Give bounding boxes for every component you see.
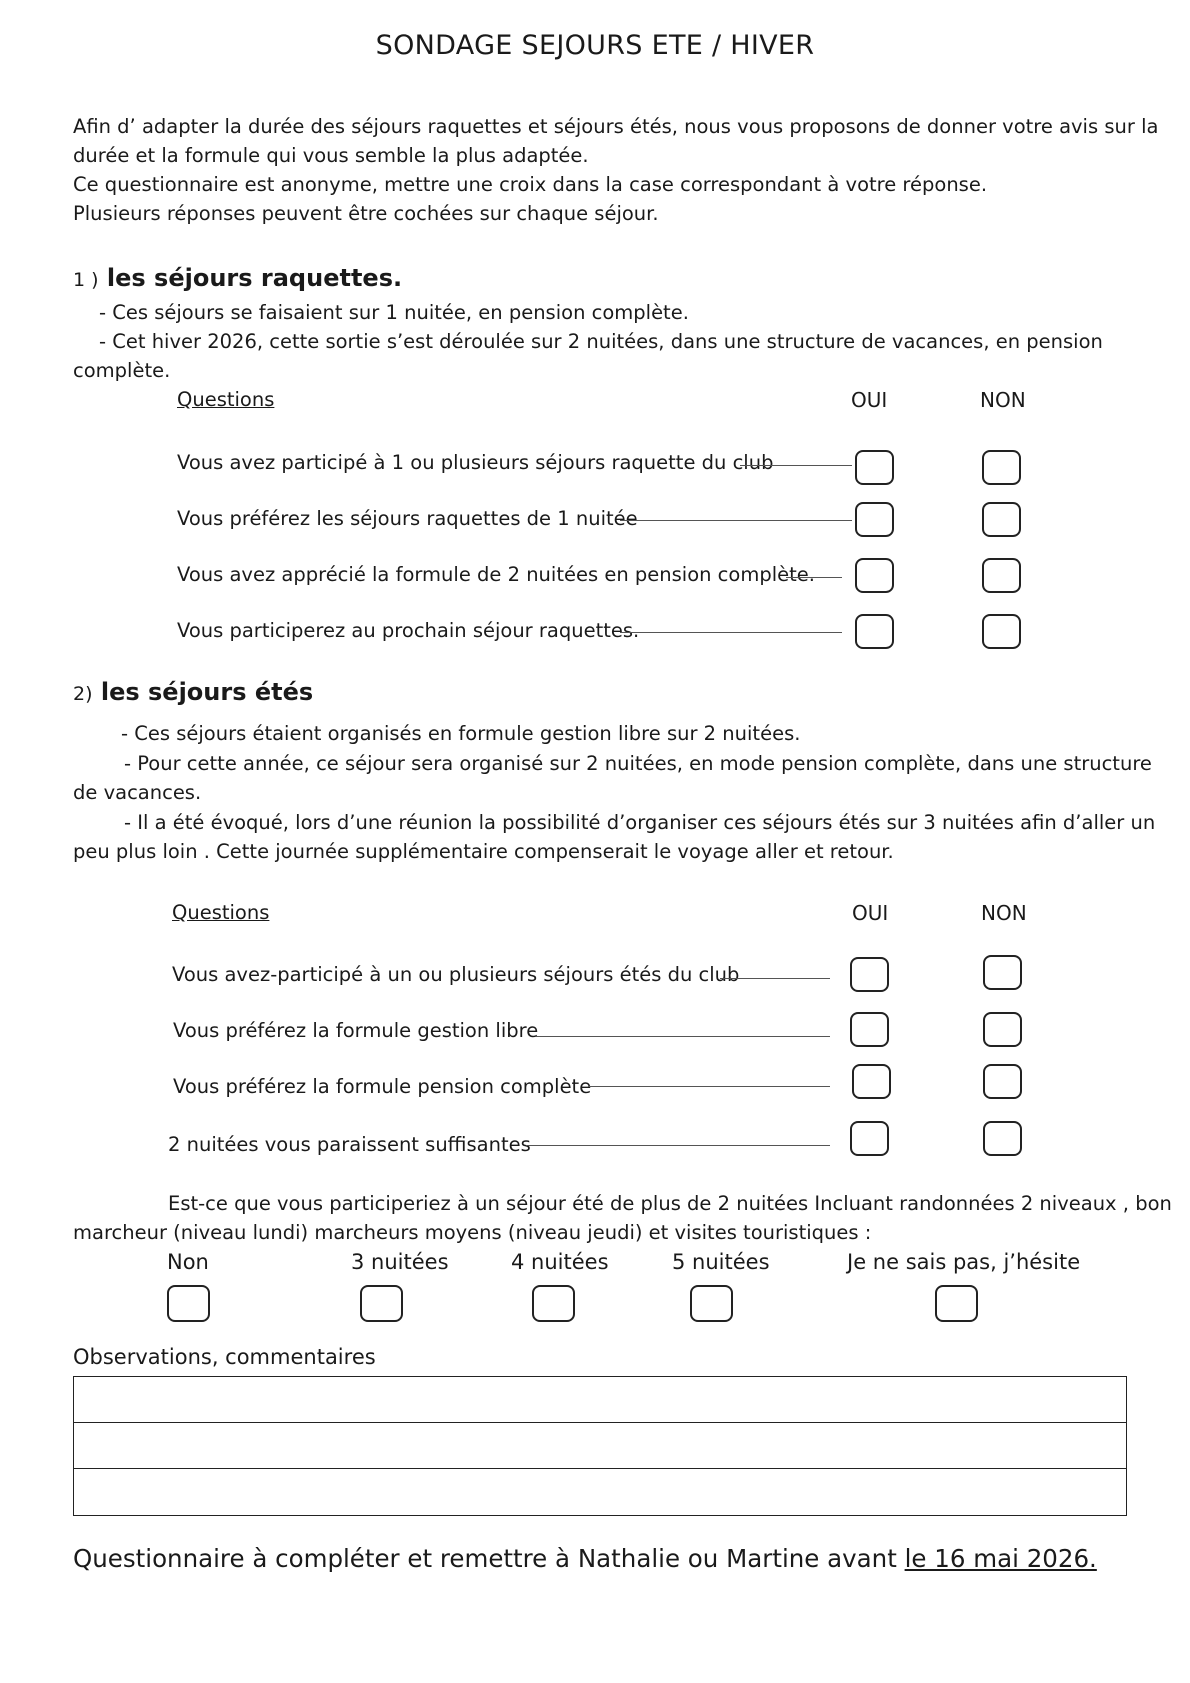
section2-question-2: Vous préférez la formule gestion libre (173, 1019, 539, 1042)
intro-line-4: Plusieurs réponses peuvent être cochées sur chaque séjour. (73, 202, 659, 225)
section1-q4-oui-checkbox[interactable] (855, 614, 894, 649)
extra-question-line-2: marcheur (niveau lundi) marcheurs moyens (niveau jeudi) et visites touristiques : (73, 1221, 872, 1244)
option-4-nuitees-checkbox[interactable] (532, 1285, 575, 1322)
leader-line (620, 632, 842, 633)
section1-bullet-1: - Ces séjours se faisaient sur 1 nuitée, en pension complète. (99, 301, 689, 324)
option-3-nuitees-checkbox[interactable] (360, 1285, 403, 1322)
section1-bullet-2-cont: complète. (73, 359, 171, 382)
section2-question-4: 2 nuitées vous paraissent suffisantes (168, 1133, 531, 1156)
section1-question-1: Vous avez participé à 1 ou plusieurs séjours raquette du club (177, 451, 774, 474)
section1-q1-oui-checkbox[interactable] (855, 450, 894, 485)
footer-deadline: le 16 mai 2026. (904, 1544, 1097, 1573)
observations-line-1[interactable] (74, 1377, 1126, 1423)
section2-number: 2) (73, 683, 93, 705)
section1-q2-oui-checkbox[interactable] (855, 502, 894, 537)
section1-bullet-2: - Cet hiver 2026, cette sortie s’est déroulée sur 2 nuitées, dans une structure de vacances, en pension (99, 330, 1103, 353)
extra-question-line-1: Est-ce que vous participeriez à un séjour été de plus de 2 nuitées Incluant randonnées 2 niveaux , bon (168, 1192, 1172, 1215)
section2-q3-non-checkbox[interactable] (983, 1064, 1022, 1099)
leader-line (786, 577, 842, 578)
section2-questions-header: Questions (172, 901, 270, 924)
page-title: SONDAGE SEJOURS ETE / HIVER (375, 30, 815, 61)
intro-line-1: Afin d’ adapter la durée des séjours raquettes et séjours étés, nous vous proposons de donner votre avis sur la (73, 115, 1159, 138)
section2-q1-oui-checkbox[interactable] (850, 957, 889, 992)
section1-q3-non-checkbox[interactable] (982, 558, 1021, 593)
option-label-4-nuitees: 4 nuitées (511, 1250, 609, 1274)
section1-q4-non-checkbox[interactable] (982, 614, 1021, 649)
observations-line-2[interactable] (74, 1423, 1126, 1469)
observations-box (73, 1376, 1127, 1516)
leader-line (536, 1036, 830, 1037)
section1-number: 1 ) (73, 269, 99, 291)
section2-q2-oui-checkbox[interactable] (850, 1012, 889, 1047)
leader-line (526, 1145, 830, 1146)
section2-bullet-2-cont: de vacances. (73, 781, 202, 804)
section1-question-3: Vous avez apprécié la formule de 2 nuitées en pension complète. (177, 563, 815, 586)
section2-bullet-3-cont: peu plus loin . Cette journée supplémentaire compenserait le voyage aller et retour. (73, 840, 894, 863)
option-label-3-nuitees: 3 nuitées (351, 1250, 449, 1274)
option-label-non: Non (167, 1250, 209, 1274)
section2-question-1: Vous avez-participé à un ou plusieurs séjours étés du club (172, 963, 740, 986)
section1-title: les séjours raquettes. (106, 264, 403, 292)
option-5-nuitees-checkbox[interactable] (690, 1285, 733, 1322)
section2-title: les séjours étés (100, 678, 314, 706)
section1-question-2: Vous préférez les séjours raquettes de 1 nuitée (177, 507, 638, 530)
leader-line (620, 520, 852, 521)
leader-line (740, 465, 852, 466)
section1-col-non: NON (980, 388, 1026, 412)
section2-col-non: NON (981, 901, 1027, 925)
section1-q1-non-checkbox[interactable] (982, 450, 1021, 485)
observations-line-3[interactable] (74, 1469, 1126, 1514)
section1-q2-non-checkbox[interactable] (982, 502, 1021, 537)
option-label-5-nuitees: 5 nuitées (672, 1250, 770, 1274)
footer-text: Questionnaire à compléter et remettre à Nathalie ou Martine avant (73, 1544, 905, 1573)
option-label-je-ne-sais-pas: Je ne sais pas, j’hésite (847, 1250, 1081, 1274)
section2-col-oui: OUI (852, 901, 889, 925)
section2-q1-non-checkbox[interactable] (983, 955, 1022, 990)
leader-line (720, 978, 830, 979)
option-je-ne-sais-pas-checkbox[interactable] (935, 1285, 978, 1322)
section1-q3-oui-checkbox[interactable] (855, 558, 894, 593)
section2-bullet-1: - Ces séjours étaient organisés en formule gestion libre sur 2 nuitées. (121, 722, 801, 745)
section2-bullet-3: - Il a été évoqué, lors d’une réunion la possibilité d’organiser ces séjours étés sur 3 nuitées afin d’aller un (124, 811, 1156, 834)
section1-col-oui: OUI (851, 388, 888, 412)
section2-heading (73, 678, 313, 706)
section1-question-4: Vous participerez au prochain séjour raquettes. (177, 619, 640, 642)
intro-line-2: durée et la formule qui vous semble la plus adaptée. (73, 144, 589, 167)
section2-q4-oui-checkbox[interactable] (850, 1121, 889, 1156)
section1-heading (73, 264, 402, 292)
section2-bullet-2: - Pour cette année, ce séjour sera organisé sur 2 nuitées, en mode pension complète, dans une structure (124, 752, 1152, 775)
leader-line (588, 1086, 830, 1087)
section1-questions-header: Questions (177, 388, 275, 411)
intro-line-3: Ce questionnaire est anonyme, mettre une croix dans la case correspondant à votre réponse. (73, 173, 988, 196)
observations-label: Observations, commentaires (73, 1345, 376, 1369)
section2-q4-non-checkbox[interactable] (983, 1121, 1022, 1156)
option-non-checkbox[interactable] (167, 1285, 210, 1322)
section2-q2-non-checkbox[interactable] (983, 1012, 1022, 1047)
section2-question-3: Vous préférez la formule pension complète (173, 1075, 592, 1098)
section2-q3-oui-checkbox[interactable] (852, 1064, 891, 1099)
footer-instruction (73, 1544, 1097, 1573)
